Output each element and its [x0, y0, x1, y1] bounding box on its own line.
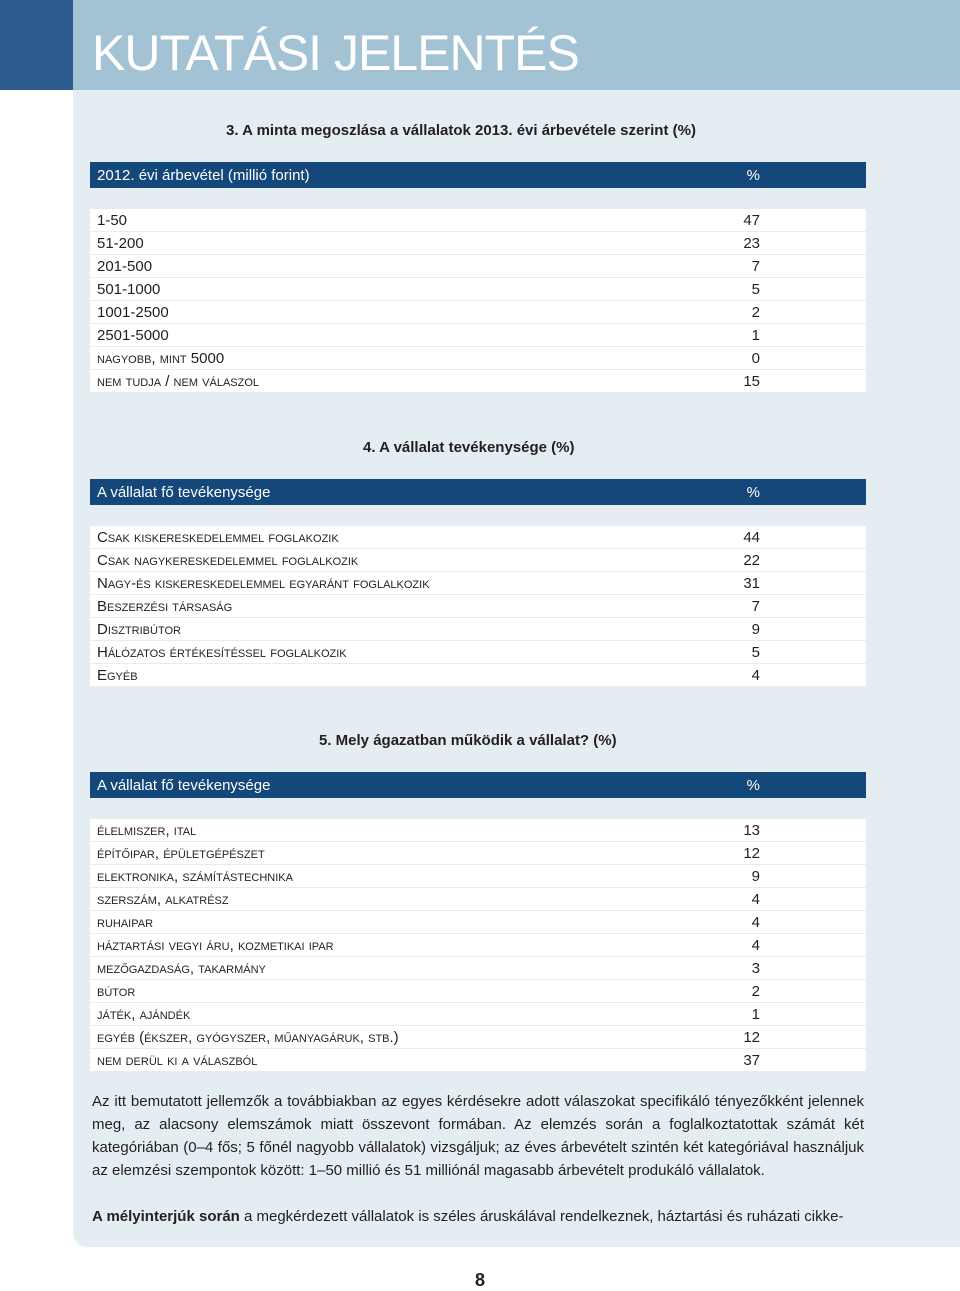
table-row [90, 209, 866, 231]
table-row [90, 1003, 866, 1025]
body-paragraph: Az itt bemutatott jellemzők a továbbiakban az egyes kérdésekre adott válaszokat specifikáló tényezőkként jelennek meg, az alacsony elemszámok miatt összevont formában. Az elemzés során a foglalkoztatottak számát két kategóriában (0–4 fős; 5 főnél nagyobb vállalatok) vizsgáljuk; az éves árbevételt szintén két kategóriával használjuk az elemzési szempontok között: 1–50 millió és 51 milliónál magasabb árbevételt produkáló vállalatok. [92, 1093, 864, 1179]
table3-header [90, 162, 866, 188]
table3-title: 3. A minta megoszlása a vállalatok 2013. évi árbevétele szerint (%) [226, 122, 696, 139]
table-row [90, 641, 866, 663]
row-value: 22 [743, 552, 760, 569]
row-label: 201-500 [97, 258, 153, 275]
table-row [90, 301, 866, 323]
row-label: élelmiszer, ital [97, 822, 197, 839]
table4-title: 4. A vállalat tevékenysége (%) [363, 439, 575, 456]
row-label: 501-1000 [97, 281, 161, 298]
row-label: játék, ajándék [97, 1006, 191, 1023]
table3-header-percent: % [746, 167, 760, 184]
row-label: elektronika, számítástechnika [97, 868, 293, 885]
row-label: Disztribútor [97, 621, 181, 638]
table5-header [90, 772, 866, 798]
row-label: mezőgazdaság, takarmány [97, 960, 266, 977]
row-value: 23 [743, 235, 760, 252]
table4-header [90, 479, 866, 505]
row-value: 2 [751, 983, 760, 1000]
row-value: 5 [751, 644, 760, 661]
table-row [90, 526, 866, 548]
header-accent-strip [0, 0, 73, 90]
body-paragraph-continued [92, 1205, 864, 1228]
row-label: bútor [97, 983, 136, 1000]
table3-header-label: 2012. évi árbevétel (millió forint) [97, 167, 310, 184]
table-row [90, 618, 866, 640]
paragraph-lead-rest: a megkérdezett vállalatok is széles áruskálával rendelkeznek, háztartási és ruházati cikke- [239, 1208, 844, 1225]
report-title: KUTATÁSI JELENTÉS [92, 25, 579, 81]
table-row [90, 549, 866, 571]
row-value: 2 [751, 304, 760, 321]
table4-header-label: A vállalat fő tevékenysége [97, 484, 271, 501]
table-row [90, 980, 866, 1002]
row-value: 1 [751, 327, 760, 344]
row-value: 0 [751, 350, 760, 367]
row-label: Csak nagykereskedelemmel foglalkozik [97, 552, 359, 569]
row-label: Csak kiskereskedelemmel foglakozik [97, 529, 339, 546]
row-value: 7 [751, 598, 760, 615]
row-value: 9 [751, 868, 760, 885]
table-row [90, 842, 866, 864]
row-label: 1001-2500 [97, 304, 169, 321]
table-row [90, 911, 866, 933]
table5-header-percent: % [746, 777, 760, 794]
table-row [90, 324, 866, 346]
row-label: háztartási vegyi áru, kozmetikai ipar [97, 937, 334, 954]
row-label: Nagy-és kiskereskedelemmel egyaránt foglalkozik [97, 575, 430, 592]
table-row [90, 888, 866, 910]
row-label: 1-50 [97, 212, 128, 229]
row-value: 15 [743, 373, 760, 390]
row-label: 51-200 [97, 235, 144, 252]
table-row [90, 865, 866, 887]
row-label: Hálózatos értékesítéssel foglalkozik [97, 644, 347, 661]
table4-header-percent: % [746, 484, 760, 501]
row-value: 47 [743, 212, 760, 229]
table-row [90, 934, 866, 956]
paragraph-lead-bold: A mélyinterjúk során [92, 1208, 240, 1225]
row-value: 7 [751, 258, 760, 275]
table-row [90, 957, 866, 979]
row-value: 37 [743, 1052, 760, 1069]
table-row [90, 595, 866, 617]
table-row [90, 255, 866, 277]
row-value: 9 [751, 621, 760, 638]
row-value: 13 [743, 822, 760, 839]
row-value: 4 [751, 891, 760, 908]
page-number: 8 [474, 1270, 485, 1290]
row-label: ruhaipar [97, 914, 154, 931]
table-row [90, 1049, 866, 1071]
table-row [90, 819, 866, 841]
row-value: 3 [751, 960, 760, 977]
row-label: Beszerzési társaság [97, 598, 233, 615]
row-label: szerszám, alkatrész [97, 891, 229, 908]
row-label: 2501-5000 [97, 327, 169, 344]
row-value: 12 [743, 845, 760, 862]
table-row [90, 572, 866, 594]
row-label: nem tudja / nem válaszol [97, 373, 260, 390]
row-value: 44 [743, 529, 760, 546]
row-label: egyéb (ékszer, gyógyszer, műanyagáruk, stb.) [97, 1029, 399, 1046]
row-value: 31 [743, 575, 760, 592]
row-label: nem derül ki a válaszból [97, 1052, 258, 1069]
row-value: 4 [751, 914, 760, 931]
row-value: 4 [751, 667, 760, 684]
table-row [90, 347, 866, 369]
table5-title: 5. Mely ágazatban működik a vállalat? (%) [319, 732, 617, 749]
row-label: Egyéb [97, 667, 138, 684]
table-row [90, 278, 866, 300]
table5-header-label: A vállalat fő tevékenysége [97, 777, 271, 794]
table-row [90, 1026, 866, 1048]
row-value: 1 [751, 1006, 760, 1023]
row-label: nagyobb, mint 5000 [97, 350, 225, 367]
row-value: 5 [751, 281, 760, 298]
row-value: 12 [743, 1029, 760, 1046]
row-label: építőipar, épületgépészet [97, 845, 265, 862]
table-row [90, 664, 866, 686]
row-value: 4 [751, 937, 760, 954]
table-row [90, 370, 866, 392]
table-row [90, 232, 866, 254]
